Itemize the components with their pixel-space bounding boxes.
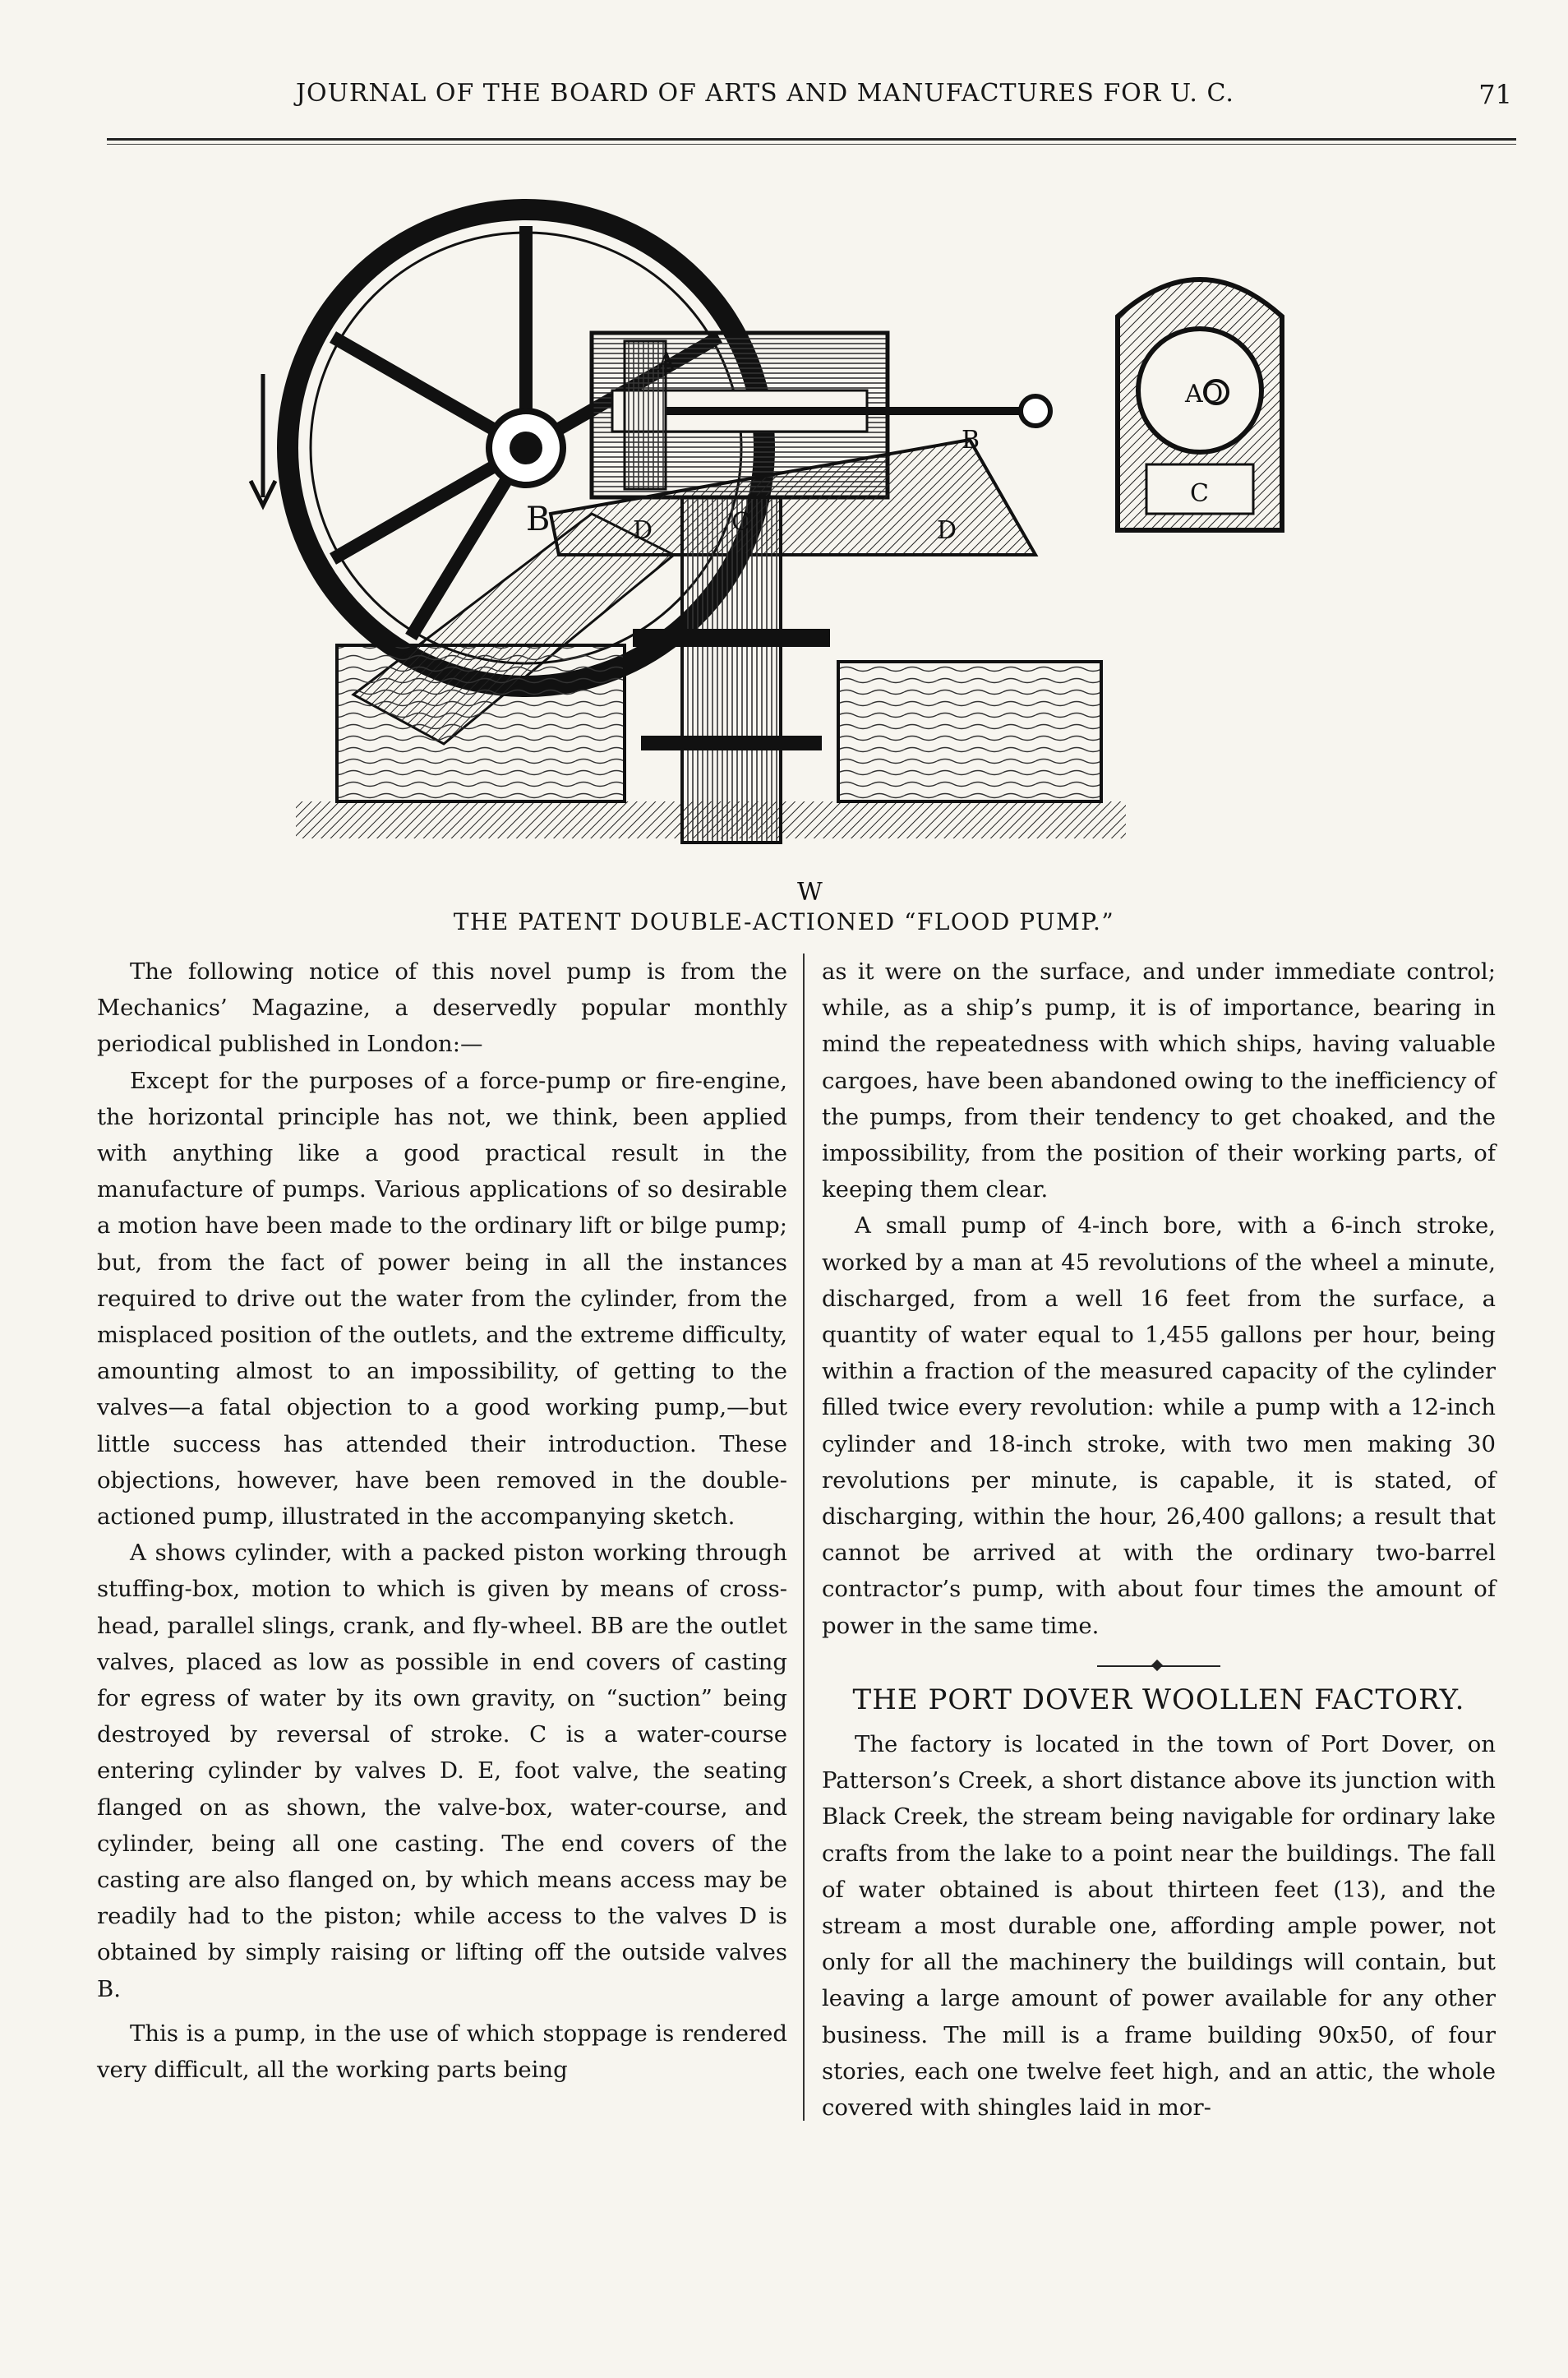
vertical-water-course bbox=[682, 497, 781, 843]
left-column bbox=[97, 954, 787, 2088]
wood-block-right bbox=[838, 662, 1101, 801]
flange bbox=[633, 629, 830, 647]
figure-caption: THE PATENT DOUBLE-ACTIONED “FLOOD PUMP.” bbox=[453, 908, 1115, 935]
label-c: C bbox=[731, 508, 750, 537]
column-rule bbox=[803, 954, 805, 2121]
header-rule bbox=[107, 138, 1516, 145]
label-b-left: B bbox=[526, 501, 551, 538]
left-paragraph-3: A shows cylinder, with a packed piston working through stuffing-box, motion to which is given by means of cross-head, parallel slings, crank, and fly-wheel. BB are the outlet valves, placed as low as possible in end covers of casting for egress of water by its own gravity, on “suction” being destroyed by reversal of stroke. C is a water-course entering cylinder by valves D. E, foot valve, the seating flanged on as shown, the valve-box, water-course, and cylinder, being all one casting. The end covers of the casting are also flanged on, by which means access may be readily had to the piston; while access to the valves D is obtained by simply raising or lifting off the outside valves B. bbox=[97, 1540, 787, 2002]
label-c-section: C bbox=[1190, 479, 1209, 508]
page-header bbox=[99, 79, 1512, 120]
label-a: A bbox=[657, 348, 676, 376]
right-paragraph-3: The factory is located in the town of Port Dover, on Patterson’s Creek, a short distance above its junction with Black Creek, the stream being navigable for ordinary lake crafts from the lake to a point near the buildings. The fall of water obtained is about thirteen feet (13), and the stream a most durable one, affording ample power, not only for all the machinery the buildings will contain, but leaving a large amount of power available for any other business. The mill is a frame building 90x50, of four stories, each one twelve feet high, and an attic, the whole covered with shingles laid in mor- bbox=[822, 1731, 1496, 2122]
crosshead bbox=[1021, 396, 1050, 426]
left-paragraph-4: This is a pump, in the use of which stoppage is rendered very difficult, all the working parts being bbox=[97, 2020, 787, 2084]
label-ao: AO bbox=[1185, 380, 1224, 409]
rotation-arrow-icon bbox=[251, 374, 275, 506]
section-divider bbox=[1097, 1665, 1220, 1667]
label-d-right: D bbox=[937, 516, 957, 545]
section-title: THE PORT DOVER WOOLLEN FACTORY. bbox=[852, 1683, 1465, 1716]
wood-block-left bbox=[337, 645, 625, 801]
left-paragraph-2: Except for the purposes of a force-pump or fire-engine, the horizontal principle has not, we think, been applied with anything like a good practical result in the manufacture of pumps. Various applications of so desirable a motion have been made to the ordinary lift or bilge pump; but, from the fact of power being in all the instances required to drive out the water from the cylinder, from the misplaced position of the outlets, and the extreme difficulty, amounting almost to an impossibility, of getting to the valves—a fatal objection to a good working pump,—but little success has attended their introduction. These objections, however, have been removed in the double-actioned pump, illustrated in the accompanying sketch. bbox=[97, 1067, 787, 1531]
right-paragraph-2: A small pump of 4-inch bore, with a 6-inch stroke, worked by a man at 45 revolutions of the wheel a minute, discharged, from a well 16 feet from the surface, a quantity of water equal to 1,455 gallons per hour, being within a fraction of the measured capacity of the cylinder filled twice every revolution: while a pump with a 12-inch cylinder and 18-inch stroke, with two men making 30 revolutions per minute, is capable, it is stated, of discharging, within the hour, 26,400 gallons; a result that cannot be arrived at with the ordinary two-barrel contractor’s pump, with about four times the amount of power in the same time. bbox=[822, 1212, 1496, 1639]
left-paragraph-1: The following notice of this novel pump is from the Mechanics’ Magazine, a deservedly popular monthly periodical published in London:— bbox=[97, 958, 787, 1058]
pump-engraving bbox=[247, 169, 1364, 908]
label-d: D bbox=[633, 516, 653, 545]
right-paragraph-1: as it were on the surface, and under immediate control; while, as a ship’s pump, it is of importance, bearing in mind the repeatedness with which ships, having valuable cargoes, have been abandoned owing to the inefficiency of the pumps, from their tendency to get choaked, and the impossibility, from the position of their working parts, of keeping them clear. bbox=[822, 958, 1496, 1203]
label-w: W bbox=[797, 878, 823, 907]
pump-illustration bbox=[247, 169, 1364, 908]
label-b: B bbox=[962, 426, 980, 455]
page-number: 71 bbox=[1478, 79, 1512, 110]
right-column bbox=[822, 954, 1496, 2126]
running-head: JOURNAL OF THE BOARD OF ARTS AND MANUFACTURES FOR U. C. bbox=[296, 79, 1234, 108]
flange-lower bbox=[641, 736, 822, 750]
